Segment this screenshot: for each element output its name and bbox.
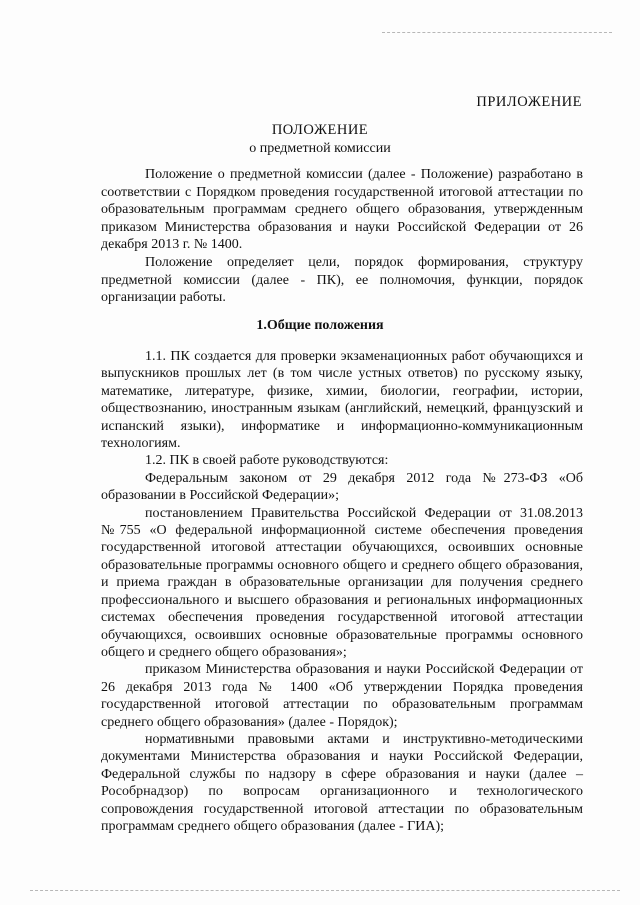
- section-text: [101, 348, 583, 835]
- document-title: ПОЛОЖЕНИЕ: [271, 122, 369, 138]
- intro-text: [101, 166, 583, 307]
- intro-paragraph-2: Положение определяет цели, порядок формирования, структуру предметной комиссии (далее - ПК), ее полномочия, функции, порядок организации работы.: [101, 254, 583, 306]
- section-heading: 1.Общие положения: [256, 318, 384, 333]
- list-item-regulatory-acts: нормативными правовыми актами и инструктивно-методическими документами Министерства образования и науки Российской Федерации, Федеральной службы по надзору в сфере образования и науки (далее – Рособрнадзор) по вопросам организационного и технологического сопровождения государственной итоговой аттестации по образовательным программам среднего общего образования (далее - ГИА);: [101, 731, 583, 834]
- paragraph-1-2: 1.2. ПК в своей работе руководствуются:: [145, 453, 389, 469]
- scan-artifact-bottom: [30, 890, 620, 893]
- scan-artifact-top: [382, 32, 612, 35]
- list-item-federal-law: Федеральным законом от 29 декабря 2012 года №273-ФЗ «Об образовании в Российской Федерации»;: [101, 470, 583, 504]
- paragraph-1-1: 1.1. ПК создается для проверки экзаменационных работ обучающихся и выпускников прошлых лет (в том числе устных ответов) по русскому языку, математике, литературе, физике, химии, биологии, географии, истории, обществознанию, иностранным языкам (английский, немецкий, французский и испанский языки), информатике и информационно-коммуникационным технологиям.: [101, 349, 583, 452]
- list-item-government-decree: постановлением Правительства Российской Федерации от 31.08.2013 №755 «О федеральной информационной системе обеспечения проведения государственной итоговой аттестации обучающихся, освоивших основные образовательные программы основного общего и среднего общего образования, и приема граждан в образовательные организации для получения среднего профессионального и высшего образования и региональных информационных системах обеспечения проведения государственной итоговой аттестации обучающихся, освоивших основные образовательные программы основного общего и среднего общего образования»;: [101, 505, 583, 660]
- list-item-ministry-order: приказом Министерства образования и науки Российской Федерации от 26 декабря 2013 года № 1400 «Об утверждении Порядка проведения государственной итоговой аттестации по образовательным программам среднего общего образования» (далее - Порядок);: [101, 662, 583, 730]
- intro-paragraph-1: Положение о предметной комиссии (далее - Положение) разработано в соответствии с Порядком проведения государственной итоговой аттестации по образовательным программам среднего общего образования, утвержденным приказом Министерства образования и науки Российской Федерации от 26 декабря 2013 г. № 1400.: [101, 167, 583, 253]
- document-subtitle: о предметной комиссии: [249, 141, 391, 156]
- appendix-label: ПРИЛОЖЕНИЕ: [476, 94, 582, 110]
